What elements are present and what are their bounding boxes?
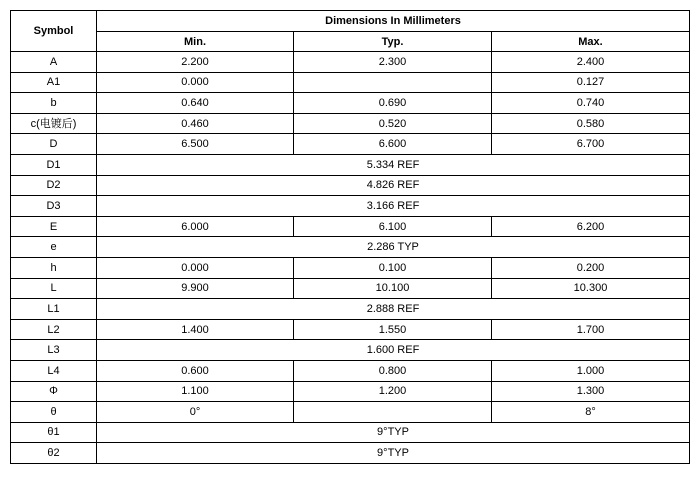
max-value-cell: 1.300 xyxy=(492,381,690,402)
max-value-cell: 2.400 xyxy=(492,52,690,73)
symbol-cell: D1 xyxy=(11,154,97,175)
spanning-value-cell: 3.166 REF xyxy=(97,196,690,217)
table-row xyxy=(11,72,690,93)
min-value-cell: 9.900 xyxy=(97,278,294,299)
spanning-value-cell: 9°TYP xyxy=(97,422,690,443)
typ-value-cell: 0.690 xyxy=(294,93,492,114)
header-row-group xyxy=(11,11,690,32)
typ-value-cell xyxy=(294,402,492,423)
typ-value-cell: 6.600 xyxy=(294,134,492,155)
table-row xyxy=(11,113,690,134)
symbol-cell: L4 xyxy=(11,360,97,381)
table-row xyxy=(11,422,690,443)
symbol-cell: L3 xyxy=(11,340,97,361)
table-body xyxy=(11,52,690,464)
symbol-cell: θ1 xyxy=(11,422,97,443)
table-row xyxy=(11,52,690,73)
typ-value-cell: 10.100 xyxy=(294,278,492,299)
typ-value-cell: 0.520 xyxy=(294,113,492,134)
typ-value-cell: 2.300 xyxy=(294,52,492,73)
max-value-cell: 0.200 xyxy=(492,257,690,278)
table-row xyxy=(11,216,690,237)
min-header: Min. xyxy=(97,32,294,52)
symbol-cell: θ2 xyxy=(11,443,97,464)
table-row xyxy=(11,402,690,423)
symbol-cell: e xyxy=(11,237,97,258)
typ-value-cell: 1.550 xyxy=(294,319,492,340)
table-row xyxy=(11,175,690,196)
min-value-cell: 0.600 xyxy=(97,360,294,381)
typ-value-cell: 0.800 xyxy=(294,360,492,381)
typ-value-cell: 0.100 xyxy=(294,257,492,278)
min-value-cell: 0.000 xyxy=(97,72,294,93)
max-value-cell: 1.000 xyxy=(492,360,690,381)
symbol-cell: L2 xyxy=(11,319,97,340)
table-row xyxy=(11,154,690,175)
spanning-value-cell: 4.826 REF xyxy=(97,175,690,196)
symbol-cell: E xyxy=(11,216,97,237)
typ-header: Typ. xyxy=(294,32,492,52)
spanning-value-cell: 1.600 REF xyxy=(97,340,690,361)
min-value-cell: 6.500 xyxy=(97,134,294,155)
max-value-cell: 6.200 xyxy=(492,216,690,237)
symbol-cell: A xyxy=(11,52,97,73)
header-row-columns xyxy=(11,32,690,52)
dimensions-table xyxy=(10,10,690,464)
min-value-cell: 6.000 xyxy=(97,216,294,237)
min-value-cell: 0° xyxy=(97,402,294,423)
min-value-cell: 0.640 xyxy=(97,93,294,114)
table-row xyxy=(11,340,690,361)
table-row xyxy=(11,299,690,320)
table-row xyxy=(11,134,690,155)
symbol-cell: L xyxy=(11,278,97,299)
spanning-value-cell: 5.334 REF xyxy=(97,154,690,175)
symbol-cell: D2 xyxy=(11,175,97,196)
table-row xyxy=(11,196,690,217)
max-value-cell: 0.580 xyxy=(492,113,690,134)
table-row xyxy=(11,319,690,340)
symbol-cell: L1 xyxy=(11,299,97,320)
min-value-cell: 0.000 xyxy=(97,257,294,278)
symbol-cell: h xyxy=(11,257,97,278)
max-value-cell: 8° xyxy=(492,402,690,423)
typ-value-cell: 6.100 xyxy=(294,216,492,237)
max-value-cell: 0.740 xyxy=(492,93,690,114)
symbol-cell: A1 xyxy=(11,72,97,93)
spanning-value-cell: 9°TYP xyxy=(97,443,690,464)
min-value-cell: 0.460 xyxy=(97,113,294,134)
dimensions-group-header: Dimensions In Millimeters xyxy=(97,11,690,32)
symbol-cell: Φ xyxy=(11,381,97,402)
symbol-cell: D3 xyxy=(11,196,97,217)
table-row xyxy=(11,93,690,114)
min-value-cell: 1.100 xyxy=(97,381,294,402)
symbol-cell: c(电镀后) xyxy=(11,113,97,134)
symbol-cell: b xyxy=(11,93,97,114)
table-row xyxy=(11,443,690,464)
symbol-cell: θ xyxy=(11,402,97,423)
symbol-cell: D xyxy=(11,134,97,155)
typ-value-cell xyxy=(294,72,492,93)
min-value-cell: 1.400 xyxy=(97,319,294,340)
table-row xyxy=(11,237,690,258)
typ-value-cell: 1.200 xyxy=(294,381,492,402)
symbol-header: Symbol xyxy=(11,11,97,52)
max-value-cell: 6.700 xyxy=(492,134,690,155)
table-row xyxy=(11,381,690,402)
max-value-cell: 1.700 xyxy=(492,319,690,340)
max-value-cell: 0.127 xyxy=(492,72,690,93)
max-header: Max. xyxy=(492,32,690,52)
max-value-cell: 10.300 xyxy=(492,278,690,299)
table-row xyxy=(11,257,690,278)
spanning-value-cell: 2.888 REF xyxy=(97,299,690,320)
min-value-cell: 2.200 xyxy=(97,52,294,73)
table-row xyxy=(11,278,690,299)
spanning-value-cell: 2.286 TYP xyxy=(97,237,690,258)
table-row xyxy=(11,360,690,381)
